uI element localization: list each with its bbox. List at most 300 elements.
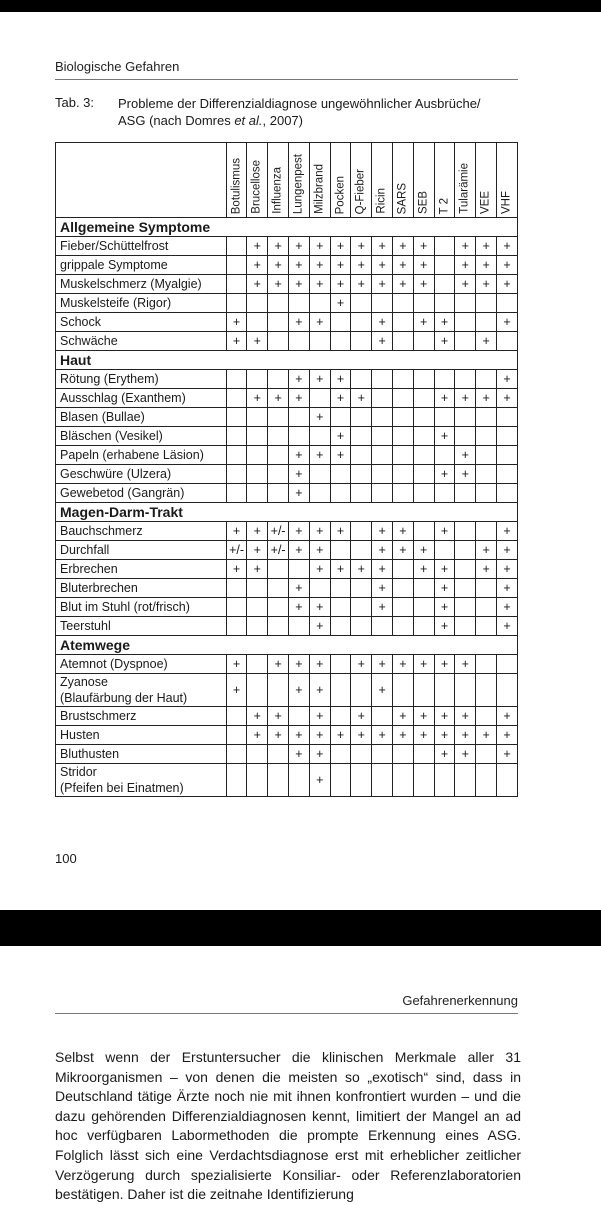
symptom-cell: [497, 764, 518, 797]
table-row: [56, 389, 518, 408]
table-row: [56, 427, 518, 446]
symptom-cell: [226, 484, 247, 503]
symptom-cell: +: [309, 745, 330, 764]
caption-line2-italic: et al.: [234, 113, 263, 128]
symptom-cell: [476, 655, 497, 674]
symptom-cell: [413, 579, 434, 598]
symptom-cell: +: [268, 707, 289, 726]
symptom-cell: [289, 617, 310, 636]
symptom-cell: [497, 294, 518, 313]
symptom-cell: [330, 579, 351, 598]
symptom-cell: [393, 465, 414, 484]
row-label-text: Erbrechen: [60, 562, 118, 576]
column-header-label: Tularämie: [458, 163, 471, 214]
symptom-cell: +: [476, 237, 497, 256]
symptom-cell: [351, 617, 372, 636]
symptom-cell: +: [330, 446, 351, 465]
symptom-cell: [393, 764, 414, 797]
page-edge-top: [0, 0, 601, 12]
symptom-cell: [289, 332, 310, 351]
symptom-cell: [330, 465, 351, 484]
table-row: [56, 522, 518, 541]
symptom-cell: [330, 484, 351, 503]
symptom-cell: +: [434, 332, 455, 351]
header-rule-lower: [55, 1013, 518, 1014]
symptom-cell: +: [289, 256, 310, 275]
table-row: [56, 764, 518, 797]
column-header: [289, 143, 310, 218]
caption-line2-prefix: ASG (nach Domres: [118, 113, 235, 128]
symptom-cell: +: [434, 313, 455, 332]
symptom-cell: +: [497, 389, 518, 408]
row-label-text: Zyanose: [60, 675, 108, 689]
row-label-text: Papeln (erhabene Läsion): [60, 448, 204, 462]
symptom-cell: +: [330, 560, 351, 579]
symptom-cell: +: [226, 522, 247, 541]
page-gap: [0, 910, 601, 946]
table-row: [56, 484, 518, 503]
row-label: [56, 427, 227, 446]
symptom-cell: [393, 560, 414, 579]
symptom-cell: [455, 408, 476, 427]
symptom-cell: [351, 598, 372, 617]
symptom-cell: +: [309, 598, 330, 617]
symptom-cell: +: [330, 275, 351, 294]
symptom-cell: [372, 294, 393, 313]
symptom-cell: [372, 764, 393, 797]
symptom-cell: [434, 237, 455, 256]
symptom-cell: +: [289, 237, 310, 256]
symptom-cell: [455, 764, 476, 797]
row-label-text: Schock: [60, 315, 101, 329]
symptom-cell: +: [476, 541, 497, 560]
row-label: [56, 446, 227, 465]
column-header-label: T 2: [438, 197, 450, 214]
symptom-cell: +: [309, 560, 330, 579]
symptom-cell: +: [330, 237, 351, 256]
symptom-cell: [289, 427, 310, 446]
row-label-text: Teerstuhl: [60, 619, 111, 633]
symptom-cell: +: [413, 541, 434, 560]
row-label: [56, 484, 227, 503]
symptom-cell: [455, 294, 476, 313]
symptom-cell: +: [497, 598, 518, 617]
symptom-cell: [330, 655, 351, 674]
column-header: [309, 143, 330, 218]
row-label-text: Brustschmerz: [60, 709, 137, 723]
symptom-cell: [476, 465, 497, 484]
row-label-text: Fieber/Schüttelfrost: [60, 239, 169, 253]
symptom-cell: [372, 389, 393, 408]
symptom-cell: +: [330, 427, 351, 446]
symptom-cell: [351, 313, 372, 332]
symptom-cell: [268, 313, 289, 332]
symptom-cell: +: [455, 745, 476, 764]
symptom-cell: +: [289, 726, 310, 745]
symptom-cell: +: [351, 726, 372, 745]
symptom-cell: +: [309, 726, 330, 745]
symptom-cell: [226, 294, 247, 313]
symptom-cell: [393, 332, 414, 351]
symptom-cell: [351, 446, 372, 465]
symptom-cell: [497, 408, 518, 427]
symptom-cell: +: [413, 655, 434, 674]
symptom-cell: [226, 275, 247, 294]
symptom-cell: [247, 313, 268, 332]
symptom-cell: +: [309, 275, 330, 294]
row-label-text: Bauchschmerz: [60, 524, 143, 538]
body-paragraph: Selbst wenn der Erstuntersucher die klinischen Merkmale aller 31 Mikroorganismen – von denen die meisten so „exotisch“ sind, dass in Deutschland tätige Ärzte noch nie mit ihnen konfrontiert wurden – und die dazu gehörenden Differenzialdiagnosen kennt, limitiert der Mangel an ad hoc verfügbaren Labormethoden die prompte Erkennung eines ASG. Folglich lässt sich eine Verdachtsdiagnose erst mit erheblicher zeitlicher Verzögerung durch spezialisierte Konsiliar- oder Referenzlaboratorien bestätigen. Daher ist die zeitnahe Identifizierung: [55, 1049, 521, 1203]
symptom-cell: [393, 294, 414, 313]
column-header-label: Q-Fieber: [354, 168, 367, 214]
symptom-cell: [476, 313, 497, 332]
symptom-cell: [226, 427, 247, 446]
symptom-cell: +: [309, 655, 330, 674]
section-title: Allgemeine Symptome: [56, 218, 518, 237]
symptom-cell: [476, 579, 497, 598]
symptom-cell: [247, 484, 268, 503]
symptom-cell: +: [226, 674, 247, 707]
symptom-cell: [497, 332, 518, 351]
symptom-cell: +: [247, 275, 268, 294]
symptom-cell: [268, 560, 289, 579]
symptom-cell: +: [413, 256, 434, 275]
symptom-cell: +: [476, 389, 497, 408]
symptom-cell: +: [289, 745, 310, 764]
symptom-cell: +: [393, 256, 414, 275]
table-row: [56, 446, 518, 465]
section-title: Magen-Darm-Trakt: [56, 503, 518, 522]
column-header: [413, 143, 434, 218]
symptom-cell: +: [497, 726, 518, 745]
column-header: [497, 143, 518, 218]
row-label-text: Husten: [60, 728, 100, 742]
symptom-cell: +: [309, 237, 330, 256]
symptom-cell: [309, 427, 330, 446]
symptom-cell: [476, 408, 497, 427]
symptom-cell: [268, 408, 289, 427]
symptom-cell: +: [393, 541, 414, 560]
symptom-cell: [497, 427, 518, 446]
symptom-cell: +: [393, 726, 414, 745]
symptom-cell: +: [247, 237, 268, 256]
symptom-cell: [476, 707, 497, 726]
table-row: [56, 465, 518, 484]
row-label: [56, 370, 227, 389]
table-row: [56, 560, 518, 579]
symptom-cell: +: [497, 541, 518, 560]
symptom-cell: [393, 617, 414, 636]
symptom-cell: +: [289, 598, 310, 617]
symptom-cell: [268, 294, 289, 313]
symptom-cell: +: [372, 560, 393, 579]
symptom-cell: +: [497, 617, 518, 636]
symptom-cell: +: [393, 522, 414, 541]
symptom-cell: [351, 579, 372, 598]
symptom-cell: [413, 598, 434, 617]
symptom-cell: +: [268, 655, 289, 674]
symptom-cell: +: [351, 655, 372, 674]
row-label: [56, 674, 227, 707]
symptom-cell: +: [434, 617, 455, 636]
symptom-cell: [268, 674, 289, 707]
symptom-cell: +: [372, 541, 393, 560]
row-label: [56, 598, 227, 617]
table-corner-cell: [56, 143, 227, 218]
section-row: [56, 351, 518, 370]
column-header-label: Lungenpest: [292, 153, 305, 214]
row-label-text: Muskelschmerz (Myalgie): [60, 277, 202, 291]
symptom-cell: +: [226, 332, 247, 351]
row-label: [56, 764, 227, 797]
symptom-cell: +: [434, 522, 455, 541]
row-label: [56, 579, 227, 598]
symptom-cell: [226, 237, 247, 256]
symptom-cell: +: [309, 408, 330, 427]
symptom-cell: +: [330, 294, 351, 313]
symptom-cell: [289, 764, 310, 797]
symptom-cell: +: [455, 446, 476, 465]
symptom-cell: +: [247, 332, 268, 351]
symptom-cell: +: [372, 275, 393, 294]
symptom-cell: +: [372, 313, 393, 332]
symptom-cell: [434, 294, 455, 313]
symptom-cell: +: [309, 313, 330, 332]
symptom-cell: +: [309, 674, 330, 707]
symptom-cell: +: [351, 560, 372, 579]
symptom-cell: [372, 465, 393, 484]
symptom-cell: [330, 674, 351, 707]
row-label-text: Bläschen (Vesikel): [60, 429, 163, 443]
symptom-cell: [330, 541, 351, 560]
row-label-text: Bluthusten: [60, 747, 120, 761]
symptom-cell: [226, 617, 247, 636]
symptom-cell: [413, 617, 434, 636]
symptom-cell: [455, 598, 476, 617]
symptom-cell: +: [455, 726, 476, 745]
symptom-cell: +: [476, 560, 497, 579]
column-header: [268, 143, 289, 218]
symptom-cell: [476, 745, 497, 764]
symptom-cell: [434, 484, 455, 503]
symptom-cell: [455, 674, 476, 707]
symptom-cell: [268, 617, 289, 636]
symptom-cell: +: [434, 389, 455, 408]
row-label: [56, 256, 227, 275]
symptom-cell: +: [289, 655, 310, 674]
symptom-cell: [268, 598, 289, 617]
row-label-subtext: (Pfeifen bei Einatmen): [60, 781, 184, 795]
row-label: [56, 275, 227, 294]
symptom-cell: [455, 560, 476, 579]
row-label-text: Blasen (Bullae): [60, 410, 145, 424]
symptom-cell: [226, 446, 247, 465]
symptom-cell: [330, 764, 351, 797]
symptom-cell: [247, 294, 268, 313]
symptom-cell: +: [413, 707, 434, 726]
symptom-cell: +: [434, 427, 455, 446]
row-label: [56, 655, 227, 674]
symptom-cell: [393, 427, 414, 446]
column-header-label: VEE: [479, 190, 492, 214]
symptom-cell: [247, 579, 268, 598]
symptom-cell: +: [309, 617, 330, 636]
column-header-label: Botulismus: [230, 157, 243, 214]
column-header: [226, 143, 247, 218]
symptom-cell: +: [309, 707, 330, 726]
row-label: [56, 522, 227, 541]
row-label: [56, 465, 227, 484]
symptom-cell: +: [309, 541, 330, 560]
symptom-cell: +: [247, 707, 268, 726]
symptom-cell: [393, 598, 414, 617]
symptom-cell: +: [372, 522, 393, 541]
table-header-row: [56, 143, 518, 218]
symptom-cell: +: [413, 313, 434, 332]
symptom-cell: [247, 465, 268, 484]
symptom-cell: [413, 370, 434, 389]
column-header-label: VHF: [500, 191, 513, 214]
symptom-cell: [372, 484, 393, 503]
symptom-cell: [247, 655, 268, 674]
symptom-cell: [268, 764, 289, 797]
symptom-cell: [247, 745, 268, 764]
column-header: [476, 143, 497, 218]
symptom-cell: +: [434, 726, 455, 745]
symptom-cell: [309, 465, 330, 484]
symptom-cell: [497, 465, 518, 484]
symptom-cell: +: [289, 446, 310, 465]
symptom-cell: [289, 560, 310, 579]
symptom-cell: [455, 522, 476, 541]
symptom-cell: +: [497, 313, 518, 332]
table-row: [56, 332, 518, 351]
column-header-label: Ricin: [375, 188, 388, 214]
symptom-cell: +: [497, 707, 518, 726]
symptom-cell: [330, 745, 351, 764]
symptom-cell: +: [247, 541, 268, 560]
symptom-cell: +: [434, 707, 455, 726]
symptom-cell: [476, 522, 497, 541]
symptom-cell: +: [476, 726, 497, 745]
symptom-cell: [226, 370, 247, 389]
symptom-cell: +: [455, 389, 476, 408]
symptom-cell: +: [309, 764, 330, 797]
symptom-cell: +: [413, 560, 434, 579]
section-title: Atemwege: [56, 636, 518, 655]
column-header-label: SEB: [417, 190, 430, 214]
caption-line1: Probleme der Differenzialdiagnose ungewöhnlicher Ausbrüche/: [118, 96, 481, 111]
symptom-cell: +: [372, 332, 393, 351]
symptom-cell: [351, 370, 372, 389]
symptom-cell: +: [413, 726, 434, 745]
symptom-cell: [289, 294, 310, 313]
symptom-cell: +: [372, 256, 393, 275]
symptom-cell: [309, 294, 330, 313]
column-header-label: Influenza: [271, 167, 284, 214]
table-row: [56, 237, 518, 256]
symptom-cell: +: [497, 275, 518, 294]
symptom-cell: [247, 370, 268, 389]
symptom-cell: [413, 674, 434, 707]
symptom-cell: +: [372, 726, 393, 745]
table-row: [56, 617, 518, 636]
table-row: [56, 579, 518, 598]
column-header: [330, 143, 351, 218]
symptom-cell: +: [497, 370, 518, 389]
symptom-cell: [434, 764, 455, 797]
table-caption-label: Tab. 3:: [55, 95, 95, 110]
symptom-cell: [455, 541, 476, 560]
symptom-cell: +: [476, 332, 497, 351]
symptom-cell: [351, 465, 372, 484]
symptom-cell: [476, 370, 497, 389]
section-title: Haut: [56, 351, 518, 370]
symptom-cell: [351, 427, 372, 446]
symptom-cell: [476, 484, 497, 503]
column-header-label: SARS: [396, 182, 409, 214]
symptom-cell: +: [351, 275, 372, 294]
symptom-cell: +: [372, 579, 393, 598]
symptom-cell: [413, 522, 434, 541]
symptom-cell: +: [330, 522, 351, 541]
symptom-cell: [476, 674, 497, 707]
symptom-cell: +: [289, 313, 310, 332]
column-header: [455, 143, 476, 218]
symptom-cell: +: [268, 256, 289, 275]
symptom-cell: [247, 674, 268, 707]
symptom-cell: [372, 707, 393, 726]
symptom-cell: [351, 745, 372, 764]
symptom-cell: +: [476, 256, 497, 275]
running-head-left: Biologische Gefahren: [55, 59, 180, 74]
section-row: [56, 636, 518, 655]
differential-diagnosis-table: [55, 142, 518, 797]
row-label-text: Blut im Stuhl (rot/frisch): [60, 600, 190, 614]
symptom-cell: +: [247, 256, 268, 275]
symptom-cell: +: [330, 256, 351, 275]
symptom-cell: [268, 484, 289, 503]
table-row: [56, 745, 518, 764]
symptom-cell: [497, 446, 518, 465]
symptom-cell: [413, 484, 434, 503]
symptom-cell: [434, 275, 455, 294]
symptom-cell: [226, 256, 247, 275]
symptom-cell: [226, 764, 247, 797]
symptom-cell: +: [247, 560, 268, 579]
column-header-label: Brucellose: [250, 160, 263, 214]
symptom-cell: [330, 598, 351, 617]
symptom-cell: +/-: [268, 541, 289, 560]
symptom-cell: +: [289, 541, 310, 560]
symptom-cell: [434, 674, 455, 707]
symptom-cell: +: [268, 275, 289, 294]
symptom-cell: +: [393, 237, 414, 256]
symptom-cell: +: [247, 726, 268, 745]
symptom-cell: [351, 764, 372, 797]
symptom-cell: +: [330, 370, 351, 389]
column-header-label: Pocken: [334, 175, 347, 214]
symptom-cell: +: [247, 522, 268, 541]
symptom-cell: +: [289, 370, 310, 389]
symptom-cell: +: [497, 745, 518, 764]
symptom-cell: [393, 674, 414, 707]
symptom-cell: +: [372, 598, 393, 617]
column-header-label: Milzbrand: [313, 164, 326, 214]
symptom-cell: [455, 332, 476, 351]
row-label-text: Stridor: [60, 765, 97, 779]
table-row: [56, 294, 518, 313]
